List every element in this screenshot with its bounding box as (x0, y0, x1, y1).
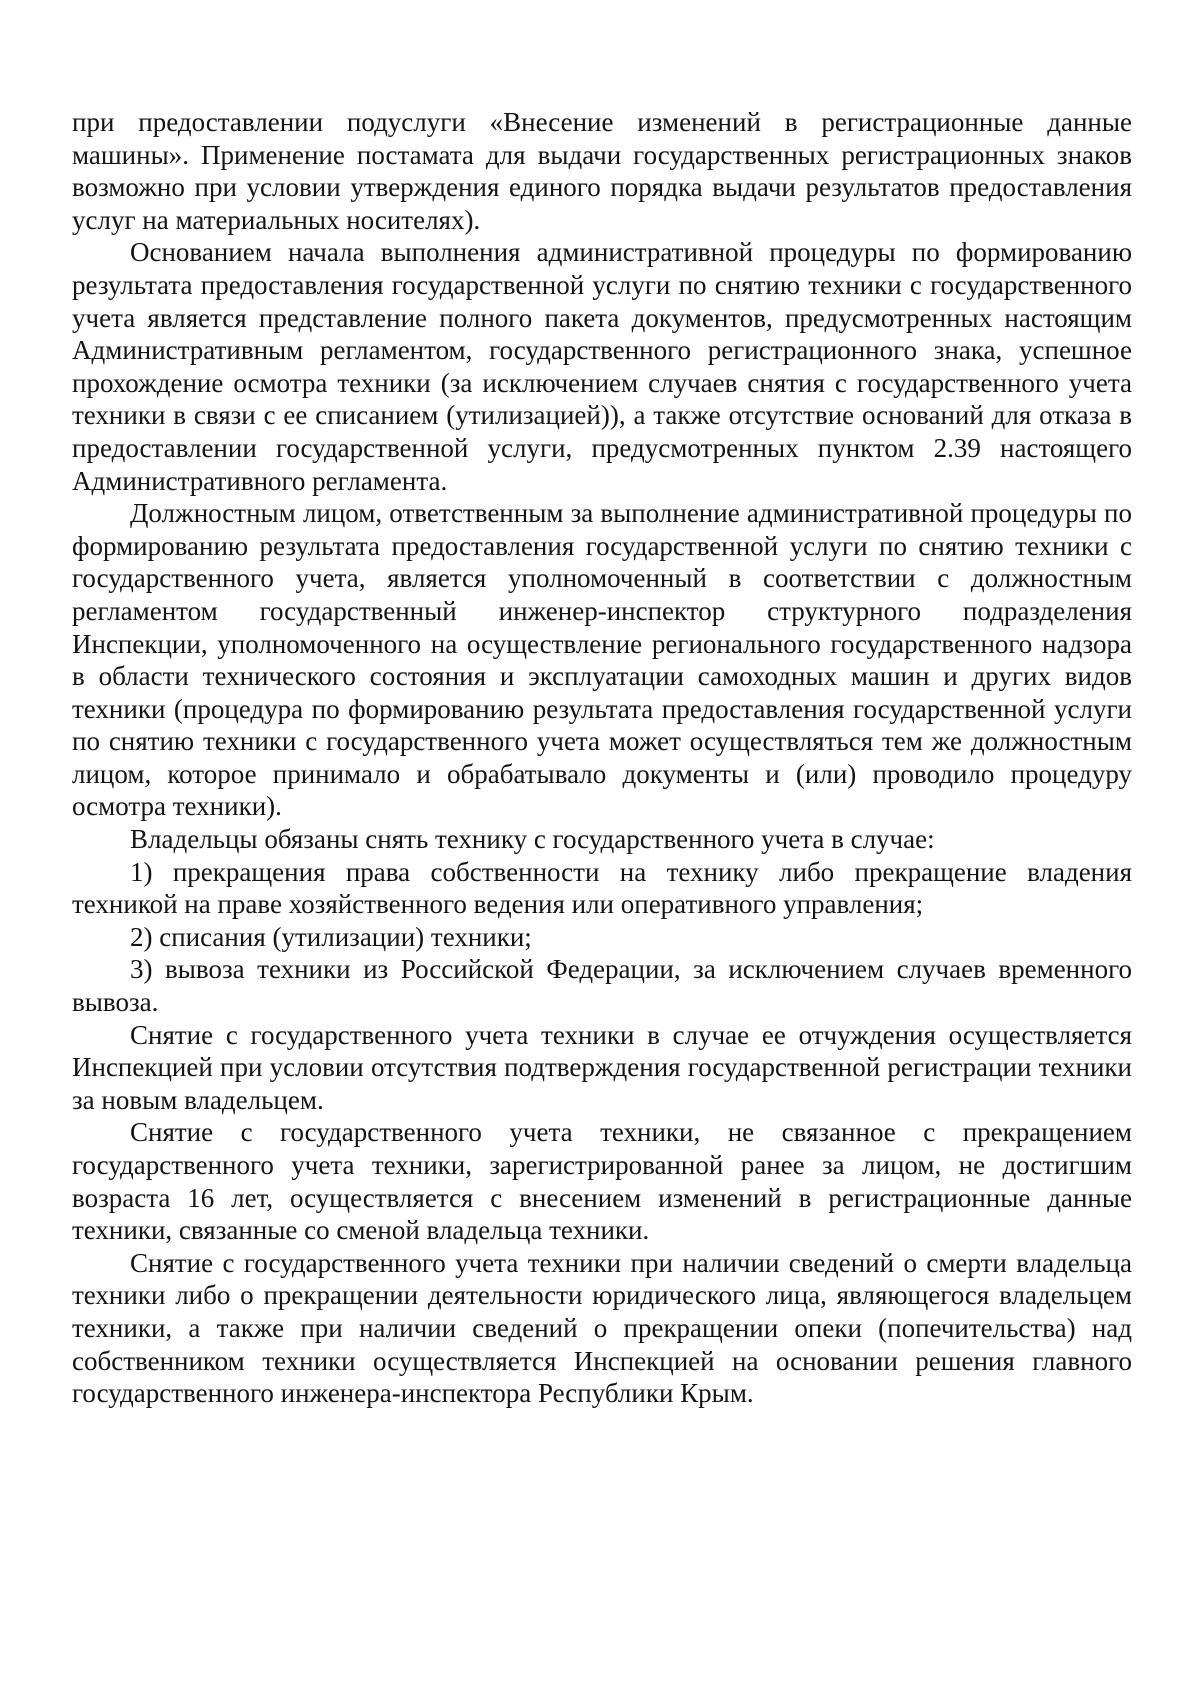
paragraph-2: Основанием начала выполнения административной процедуры по формированию результата предоставления государственной услуги по снятию техники с государственного учета является представление полного пакета документов, предусмотренных настоящим Административным регламентом, государственного регистрационного знака, успешное прохождение осмотра техники (за исключением случаев снятия с государственного учета техники в связи с ее списанием (утилизацией)), а также отсутствие оснований для отказа в предоставлении государственной услуги, предусмотренных пунктом 2.39 настоящего Административного регламента. (72, 237, 1132, 496)
paragraph-1: при предоставлении подуслуги «Внесение изменений в регистрационные данные машины». Применение постамата для выдачи государственных регистрационных знаков возможно при условии утверждения единого порядка выдачи результатов предоставления услуг на материальных носителях). (72, 107, 1132, 235)
document-body (72, 106, 1132, 1410)
list-item-1: 1) прекращения права собственности на технику либо прекращение владения техникой на праве хозяйственного ведения или оперативного управления; (72, 856, 1132, 920)
paragraph-3: Должностным лицом, ответственным за выполнение административной процедуры по формированию результата предоставления государственной услуги по снятию техники с государственного учета, является уполномоченный в соответствии с должностным регламентом государственный инженер-инспектор структурного подразделения Инспекции, уполномоченного на осуществление регионального государственного надзора в области технического состояния и эксплуатации самоходных машин и других видов техники (процедура по формированию результата предоставления государственной услуги по снятию техники с государственного учета может осуществляться тем же должностным лицом, которое принимало и обрабатывало документы и (или) проводило процедуру осмотра техники). (72, 498, 1132, 822)
list-item-3: 3) вывоза техники из Российской Федерации, за исключением случаев временного вывоза. (72, 954, 1132, 1018)
list-item-2: 2) списания (утилизации) техники; (130, 921, 532, 952)
paragraph-6: Снятие с государственного учета техники, не связанное с прекращением государственного учета техники, зарегистрированной ранее за лицом, не достигшим возраста 16 лет, осуществляется с внесением изменений в регистрационные данные техники, связанные со сменой владельца техники. (72, 1117, 1132, 1246)
paragraph-7: Снятие с государственного учета техники при наличии сведений о смерти владельца техники либо о прекращении деятельности юридического лица, являющегося владельцем техники, а также при наличии сведений о прекращении опеки (попечительства) над собственником техники осуществляется Инспекцией на основании решения главного государственного инженера-инспектора Республики Крым. (72, 1247, 1132, 1409)
paragraph-5: Снятие с государственного учета техники в случае ее отчуждения осуществляется Инспекцией при условии отсутствия подтверждения государственной регистрации техники за новым владельцем. (72, 1019, 1132, 1115)
paragraph-4: Владельцы обязаны снять технику с государственного учета в случае: (130, 824, 935, 855)
